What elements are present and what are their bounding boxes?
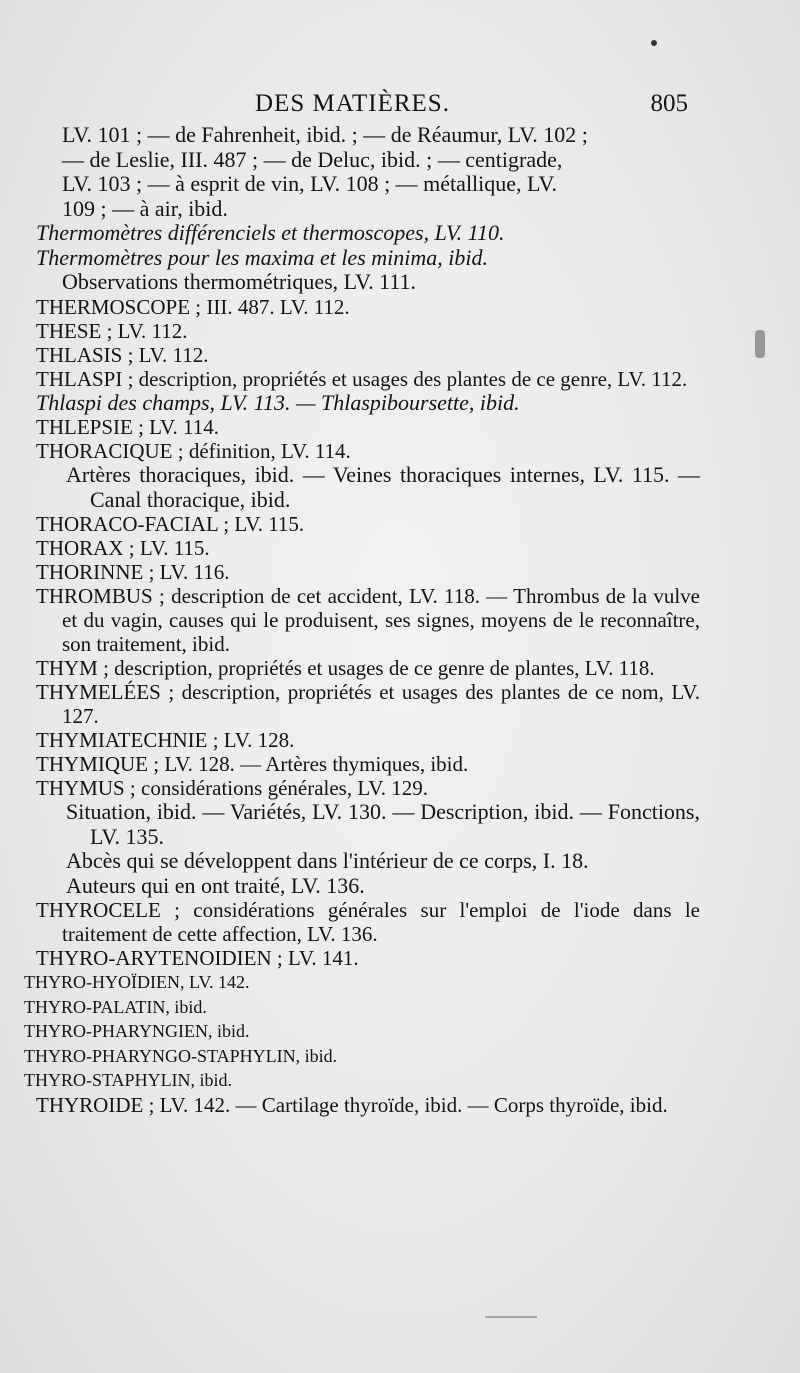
index-entry: THYMIATECHNIE ; LV. 128. — [36, 728, 295, 752]
index-entry: THESE ; LV. 112. — [36, 318, 188, 343]
ink-stain — [755, 330, 765, 358]
index-entry: THYRO-PHARYNGO-STAPHYLIN, ibid. — [24, 1045, 338, 1066]
index-entry: THYMELÉES ; description, propriétés et usages des plantes de ce nom, LV. 127. — [36, 680, 700, 728]
index-entry: THLEPSIE ; LV. 114. — [36, 415, 219, 439]
index-entry: THORAX ; LV. 115. — [36, 536, 210, 560]
index-entry: THYRO-HYOÏDIEN, LV. 142. — [24, 972, 250, 992]
index-entry: THYROIDE ; LV. 142. — Cartilage thyroïde, ibid. — Corps thyroïde, ibid. — [36, 1092, 668, 1117]
index-entry: THORINNE ; LV. 116. — [36, 560, 230, 584]
index-entry: — de Leslie, III. 487 ; — de Deluc, ibid. ; — centigrade, — [62, 146, 563, 172]
index-entry: THORACO-FACIAL ; LV. 115. — [36, 512, 305, 536]
index-entry: THYRO-PHARYNGIEN, ibid. — [24, 1021, 250, 1041]
index-entry: THYRO-PALATIN, ibid. — [24, 996, 207, 1017]
index-entry: THYRO-STAPHYLIN, ibid. — [24, 1070, 233, 1090]
index-entry: Situation, ibid. — Variétés, LV. 130. — Description, ibid. — Fonctions, LV. 135. — [66, 799, 700, 849]
index-entry: THYRO-ARYTENOIDIEN ; LV. 141. — [36, 946, 359, 970]
index-entry: Observations thermométriques, LV. 111. — [62, 269, 416, 294]
ink-spot — [651, 40, 657, 46]
index-entry: THYROCELE ; considérations générales sur l'emploi de l'iode dans le traitement de cette affection, LV. 136. — [36, 898, 700, 946]
index-entry: LV. 103 ; — à esprit de vin, LV. 108 ; — métallique, LV. — [62, 171, 558, 196]
index-entry: THLASIS ; LV. 112. — [36, 342, 209, 367]
index-entry: THERMOSCOPE ; III. 487. LV. 112. — [36, 294, 350, 319]
index-entry: Thlaspi des champs, LV. 113. — Thlaspiboursette, ibid. — [36, 389, 520, 415]
index-entry: THORACIQUE ; définition, LV. 114. — [36, 439, 351, 463]
index-entry: Artères thoraciques, ibid. — Veines thoraciques internes, LV. 115. — Canal thoracique, ibid. — [66, 462, 700, 512]
index-entry: LV. 101 ; — de Fahrenheit, ibid. ; — de Réaumur, LV. 102 ; — [62, 122, 588, 147]
page-number: 805 — [650, 90, 688, 117]
index-entries — [24, 122, 700, 1117]
running-title: DES MATIÈRES. — [255, 90, 450, 117]
index-entry: THLASPI ; description, propriétés et usages des plantes de ce genre, LV. 112. — [36, 366, 688, 391]
printer-mark — [485, 1316, 537, 1318]
index-entry: THYM ; description, propriétés et usages de ce genre de plantes, LV. 118. — [36, 656, 655, 680]
index-entry: 109 ; — à air, ibid. — [62, 195, 228, 221]
index-entry: Abcès qui se développent dans l'intérieur de ce corps, I. 18. — [66, 848, 589, 873]
index-entry: Thermomètres différenciels et thermoscopes, LV. 110. — [36, 220, 505, 245]
index-entry: THROMBUS ; description de cet accident, LV. 118. — Thrombus de la vulve et du vagin, causes qui le produisent, ses signes, moyens de le reconnaître, son traitement, ibid. — [36, 584, 700, 656]
index-entry: Thermomètres pour les maxima et les minima, ibid. — [36, 244, 488, 270]
index-entry: Auteurs qui en ont traité, LV. 136. — [66, 872, 365, 898]
index-entry: THYMUS ; considérations générales, LV. 129. — [36, 776, 428, 800]
index-entry: THYMIQUE ; LV. 128. — Artères thymiques, ibid. — [36, 752, 469, 776]
running-header — [60, 86, 688, 126]
